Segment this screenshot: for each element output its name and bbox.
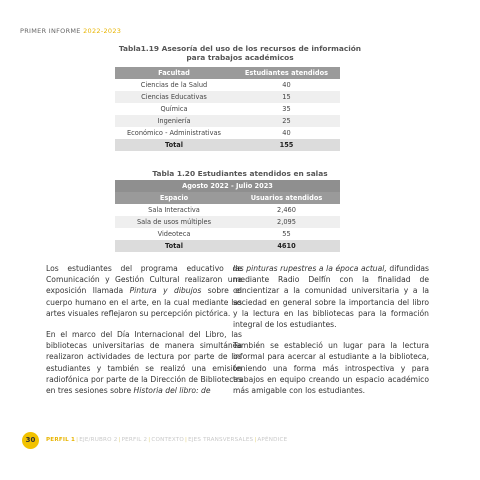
body-column-left [46, 263, 242, 406]
table-cell: 55 [282, 230, 291, 238]
table-cell: 35 [282, 105, 291, 113]
table-cell: 4610 [233, 240, 340, 252]
table1-caption-line2: para trabajos académicos [186, 53, 294, 62]
table-row [115, 204, 340, 216]
table-cell: Ciencias de la Salud [140, 81, 208, 89]
table-header-row [115, 67, 340, 79]
table1 [115, 67, 340, 151]
table-cell: Sala Interactiva [148, 206, 200, 214]
paragraph [46, 263, 242, 319]
table-cell: Ingeniería [115, 115, 233, 127]
table-cell: 15 [233, 91, 340, 103]
table-cell: Videoteca [157, 230, 191, 238]
table-header-cell: Usuarios atendidos [233, 192, 340, 204]
nav-item-eje-rubro-2[interactable]: EJE/RUBRO 2 [79, 437, 118, 443]
table-period-cell: Agosto 2022 - Julio 2023 [115, 180, 340, 192]
table2 [115, 180, 340, 252]
table-row [115, 127, 340, 139]
nav-separator: | [185, 437, 188, 443]
table-total-row [115, 139, 340, 151]
nav-item-perfil-1[interactable]: PERFIL 1 [46, 437, 76, 443]
text: En el marco del Día Internacional del Libro, las bibliotecas universitarias de manera simultánea realizaron actividades de lectura por parte de los estudiantes y también se realizó una emisión radiofónica por parte de la Dirección de Bibliotecas en tres sesiones sobre [46, 330, 242, 396]
table1-caption-line1: Tabla1.19 Asesoría del uso de los recursos de información [118, 44, 362, 53]
header-years: 2022-2023 [83, 27, 122, 35]
nav-separator: | [76, 437, 79, 443]
body-column-right [233, 263, 429, 406]
table1-caption [100, 44, 380, 62]
table-cell: 155 [233, 139, 340, 151]
work-title: las pinturas rupestres a la época actual, [233, 264, 387, 273]
running-header [20, 27, 121, 35]
table-cell: 40 [282, 129, 291, 137]
text: Los estudiantes del programa educativo de Comunicación y Gestión Cultural realizaron una exposición llamada [46, 264, 242, 296]
table-cell: 25 [233, 115, 340, 127]
nav-separator: | [254, 437, 257, 443]
table2-caption: Tabla 1.20 Estudiantes atendidos en salas [152, 169, 328, 178]
table-row [115, 216, 340, 228]
nav-item-apendice[interactable]: APÉNDICE [257, 437, 288, 443]
table-header-row [115, 192, 340, 204]
table-row [115, 91, 340, 103]
header-title: PRIMER INFORME [20, 27, 81, 35]
table-row [115, 103, 340, 115]
paragraph [233, 263, 429, 330]
paragraph [233, 340, 429, 396]
table-period-row [115, 180, 340, 192]
nav-item-perfil-2[interactable]: PERFIL 2 [121, 437, 148, 443]
footer-navigation [46, 437, 287, 443]
text: sobre el cuerpo humano en el arte, en la cual mediante las artes visuales reflejaron su percepción pictórica. [46, 286, 242, 318]
table-cell: Total [115, 139, 233, 151]
table-cell: Química [160, 105, 188, 113]
table-cell: 2,460 [277, 206, 296, 214]
table-cell: Ciencias Educativas [115, 91, 233, 103]
page-number: 30 [22, 432, 39, 449]
table-cell: 40 [282, 81, 291, 89]
table-cell: Sala de usos múltiples [115, 216, 233, 228]
text: También se estableció un lugar para la lectura informal para acercar al estudiante a la biblioteca, teniendo una forma más introspectiva y para trabajos en equipo creando un espacio académico más amigable con los estudiantes. [233, 341, 429, 396]
nav-separator: | [118, 437, 121, 443]
work-title: Historia del libro: de [133, 386, 211, 396]
table-row [115, 115, 340, 127]
table-header-cell: Espacio [115, 192, 233, 204]
table-cell: 2,095 [233, 216, 340, 228]
nav-separator: | [148, 437, 151, 443]
table-header-cell: Estudiantes atendidos [233, 67, 340, 79]
table-total-row [115, 240, 340, 252]
work-title: Pintura y dibujos [129, 286, 202, 296]
table-cell: Económico - Administrativas [127, 129, 221, 137]
nav-item-ejes-transversales[interactable]: EJES TRANSVERSALES [188, 437, 254, 443]
nav-item-contexto[interactable]: CONTEXTO [151, 437, 184, 443]
table-header-cell: Facultad [115, 67, 233, 79]
table-row [115, 79, 340, 91]
paragraph [46, 329, 242, 396]
table-row [115, 228, 340, 240]
text: difundidas mediante Radio Delfín con la finalidad de concientizar a la comunidad universitaria y a la sociedad en general sobre la importancia del libro y la lectura en las bibliotecas para la formación integral de los estudiantes. [233, 264, 429, 330]
table-cell: Total [115, 240, 233, 252]
